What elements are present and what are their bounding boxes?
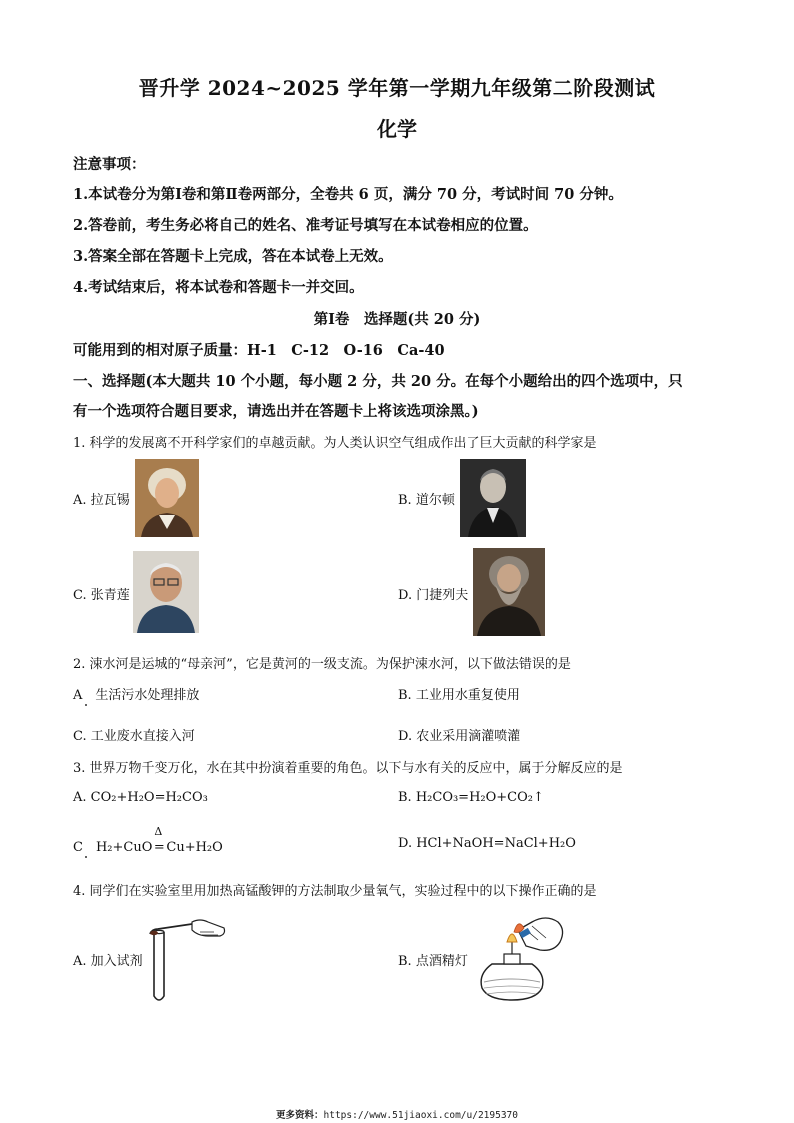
option-c: C. 工业废水直接入河 <box>73 729 195 744</box>
atomic-masses: 可能用到的相对原子质量：H-1 C-12 O-16 Ca-40 <box>73 342 445 359</box>
footer-label: 更多资料： <box>276 1110 324 1121</box>
heating-equals-sign: Δ = <box>153 825 165 855</box>
option-d: D. 门捷列夫 <box>398 588 469 603</box>
lavoisier-portrait <box>135 459 199 537</box>
option-c: C. 张青莲 <box>73 588 130 603</box>
option-a: A. 拉瓦锡 <box>73 493 130 508</box>
option-c-products: Cu+H₂O <box>166 840 223 855</box>
option-b: B. 工业用水重复使用 <box>398 688 520 703</box>
light-alcohol-lamp-illustration <box>474 912 570 1002</box>
mendeleev-portrait <box>473 548 545 636</box>
exam-title: 晋升学 2024~2025 学年第一学期九年级第二阶段测试 <box>138 76 656 100</box>
print-dot <box>85 856 87 858</box>
zhang-qinglian-portrait <box>133 551 199 633</box>
option-a: A. CO₂+H₂O=H₂CO₃ <box>73 790 208 805</box>
footer-url[interactable]: https://www.51jiaoxi.com/u/2195370 <box>323 1110 518 1121</box>
option-c <box>73 825 223 855</box>
question-stem: 4. 同学们在实验室里用加热高锰酸钾的方法制取少量氧气，实验过程中的以下操作正确的是 <box>73 884 597 899</box>
notice-item: 3.答案全部在答题卡上完成，答在本试卷上无效。 <box>73 248 393 265</box>
option-b: B. 点酒精灯 <box>398 954 468 969</box>
option-b: B. 道尔顿 <box>398 493 455 508</box>
notice-item: 2.答卷前，考生务必将自己的姓名、准考证号填写在本试卷相应的位置。 <box>73 217 538 234</box>
notice-item: 4.考试结束后，将本试卷和答题卡一并交回。 <box>73 279 364 296</box>
section-instruction: 有一个选项符合题目要求，请选出并在答题卡上将该选项涂黑。) <box>73 403 479 420</box>
option-a: A 生活污水处理排放 <box>73 688 200 703</box>
add-reagent-illustration <box>148 912 228 1004</box>
section-instruction: 一、选择题(本大题共 10 个小题，每小题 2 分，共 20 分。在每个小题给出的四个选项中，只 <box>73 373 683 390</box>
option-b: B. H₂CO₃=H₂O+CO₂↑ <box>398 790 544 805</box>
heating-condition: Δ <box>154 825 163 838</box>
section-title: 第Ⅰ卷 选择题(共 20 分) <box>313 311 481 328</box>
option-c-reactants: C H₂+CuO <box>73 840 153 855</box>
question-stem: 1. 科学的发展离不开科学家们的卓越贡献。为人类认识空气组成作出了巨大贡献的科学家是 <box>73 436 597 451</box>
footer <box>0 1107 794 1121</box>
notice-heading: 注意事项： <box>73 156 146 173</box>
option-d: D. 农业采用滴灌喷灌 <box>398 729 521 744</box>
question-stem: 3. 世界万物千变万化，水在其中扮演着重要的角色。以下与水有关的反应中，属于分解反应的是 <box>73 761 623 776</box>
subject-title: 化学 <box>377 117 417 141</box>
dalton-portrait <box>460 459 526 537</box>
notice-item: 1.本试卷分为第Ⅰ卷和第Ⅱ卷两部分，全卷共 6 页，满分 70 分，考试时间 70 分钟。 <box>73 186 623 203</box>
option-a: A. 加入试剂 <box>73 954 143 969</box>
option-d: D. HCl+NaOH=NaCl+H₂O <box>398 836 576 851</box>
question-stem: 2. 涑水河是运城的“母亲河”，它是黄河的一级支流。为保护涑水河，以下做法错误的是 <box>73 657 571 672</box>
print-dot <box>85 704 87 706</box>
